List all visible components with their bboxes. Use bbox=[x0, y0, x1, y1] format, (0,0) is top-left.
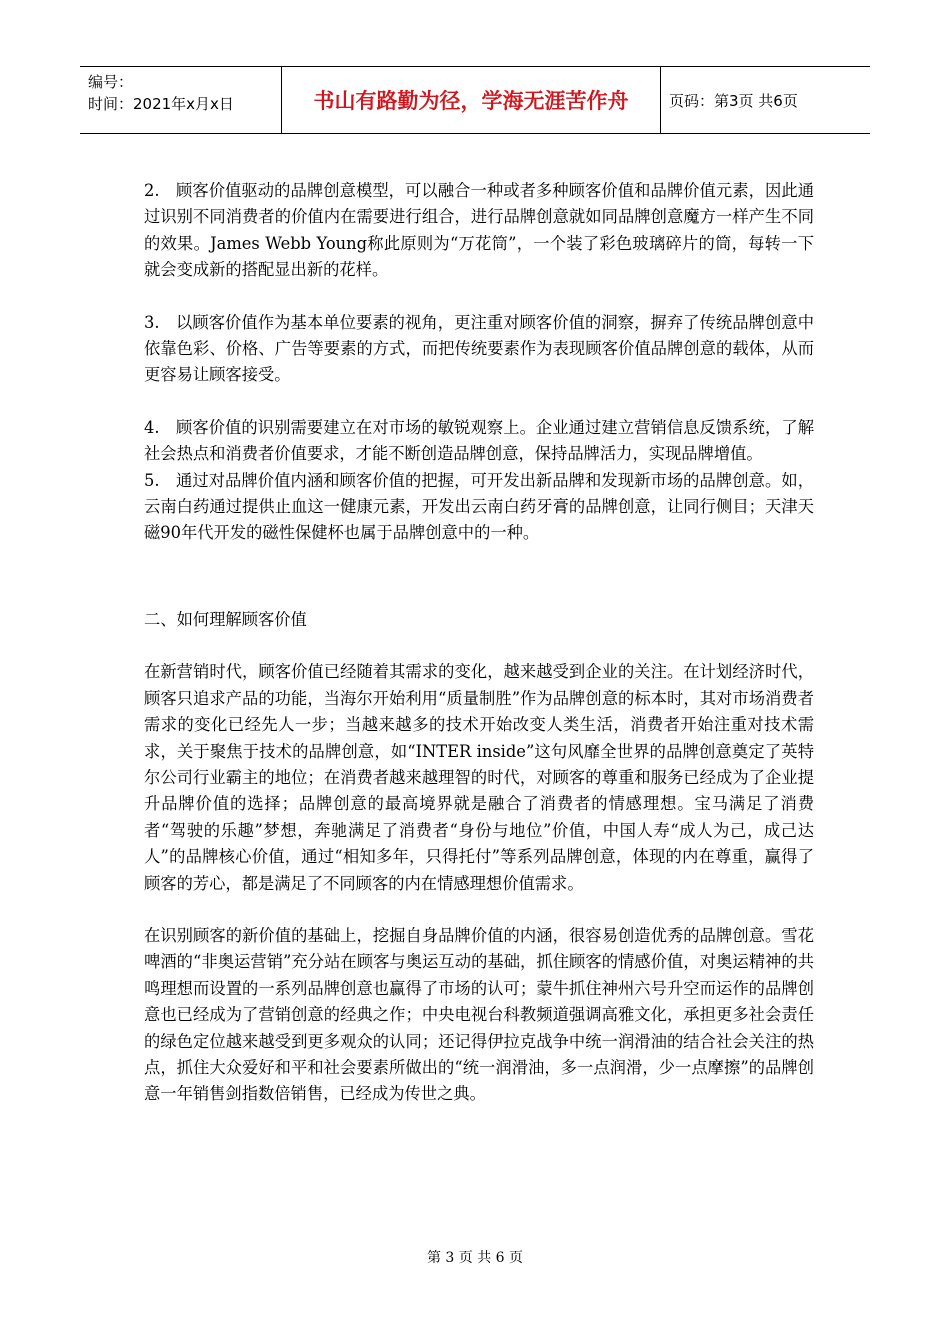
page-footer: 第 3 页 共 6 页 bbox=[426, 1250, 524, 1266]
header-meta bbox=[80, 67, 282, 133]
header-page-info: 页码：第3页 共6页 bbox=[669, 91, 798, 110]
document-date-label: 时间：2021年x月x日 bbox=[88, 95, 234, 113]
page-header bbox=[80, 66, 870, 134]
section-paragraph-2: 在识别顾客的新价值的基础上，挖掘自身品牌价值的内涵，很容易创造优秀的品牌创意。雪花啤酒的“非奥运营销”充分站在顾客与奥运互动的基础，抓住顾客的情感价值，对奥运精神的共鸣理想而设置的一系列品牌创意也赢得了市场的认可；蒙牛抓住神州六号升空而运作的品牌创意也已经成为了营销创意的经典之作；中央电视台科教频道强调高雅文化，承担更多社会责任的绿色定位越来越受到更多观众的认同；还记得伊拉克战争中统一润滑油的结合社会关注的热点，抓住大众爱好和平和社会要素所做出的“统一润滑油，多一点润滑，少一点摩擦”的品牌创意一年销售剑指数倍销售，已经成为传世之典。 bbox=[144, 925, 814, 1104]
paragraph-point-3: 3. 以顾客价值作为基本单位要素的视角，更注重对顾客价值的洞察，摒弃了传统品牌创意中依靠色彩、价格、广告等要素的方式，而把传统要素作为表现顾客价值品牌创意的载体，从而更容易让顾客接受。 bbox=[144, 312, 814, 385]
paragraph-point-5: 5. 通过对品牌价值内涵和顾客价值的把握，可开发出新品牌和发现新市场的品牌创意。如，云南白药通过提供止血这一健康元素，开发出云南白药牙膏的品牌创意，让同行侧目；天津天磁90年代开发的磁性保健杯也属于品牌创意中的一种。 bbox=[144, 470, 814, 543]
section-heading: 二、如何理解顾客价值 bbox=[144, 609, 307, 629]
paragraph-point-4: 4. 顾客价值的识别需要建立在对市场的敏锐观察上。企业通过建立营销信息反馈系统，了解社会热点和消费者价值要求，才能不断创造品牌创意，保持品牌活力，实现品牌增值。 bbox=[144, 417, 814, 464]
document-number-label: 编号： bbox=[88, 73, 134, 91]
paragraph-point-2: 2. 顾客价值驱动的品牌创意模型，可以融合一种或者多种顾客价值和品牌价值元素，因此通过识别不同消费者的价值内在需要进行组合，进行品牌创意就如同品牌创意魔方一样产生不同的效果。James Webb Young称此原则为“万花筒”，一个装了彩色玻璃碎片的筒，每转一下就会变成新的搭配显出新的花样。 bbox=[144, 181, 814, 280]
section-paragraph-1: 在新营销时代，顾客价值已经随着其需求的变化，越来越受到企业的关注。在计划经济时代，顾客只追求产品的功能，当海尔开始利用“质量制胜”作为品牌创意的标本时，其对市场消费者需求的变化已经先人一步；当越来越多的技术开始改变人类生活，消费者开始注重对技术需求，关于聚焦于技术的品牌创意，如“INTER inside”这句风靡全世界的品牌创意奠定了英特尔公司行业霸主的地位；在消费者越来越理智的时代，对顾客的尊重和服务已经成为了企业提升品牌价值的选择；品牌创意的最高境界就是融合了消费者的情感理想。宝马满足了消费者“驾驶的乐趣”梦想，奔驰满足了消费者“身份与地位”价值，中国人寿“成人为己，成己达人”的品牌核心价值，通过“相知多年，只得托付”等系列品牌创意，体现的内在尊重，赢得了顾客的芳心，都是满足了不同顾客的内在情感理想价值需求。 bbox=[144, 662, 814, 893]
header-motto: 书山有路勤为径，学海无涯苦作舟 bbox=[282, 67, 661, 133]
document-body bbox=[144, 178, 814, 1108]
